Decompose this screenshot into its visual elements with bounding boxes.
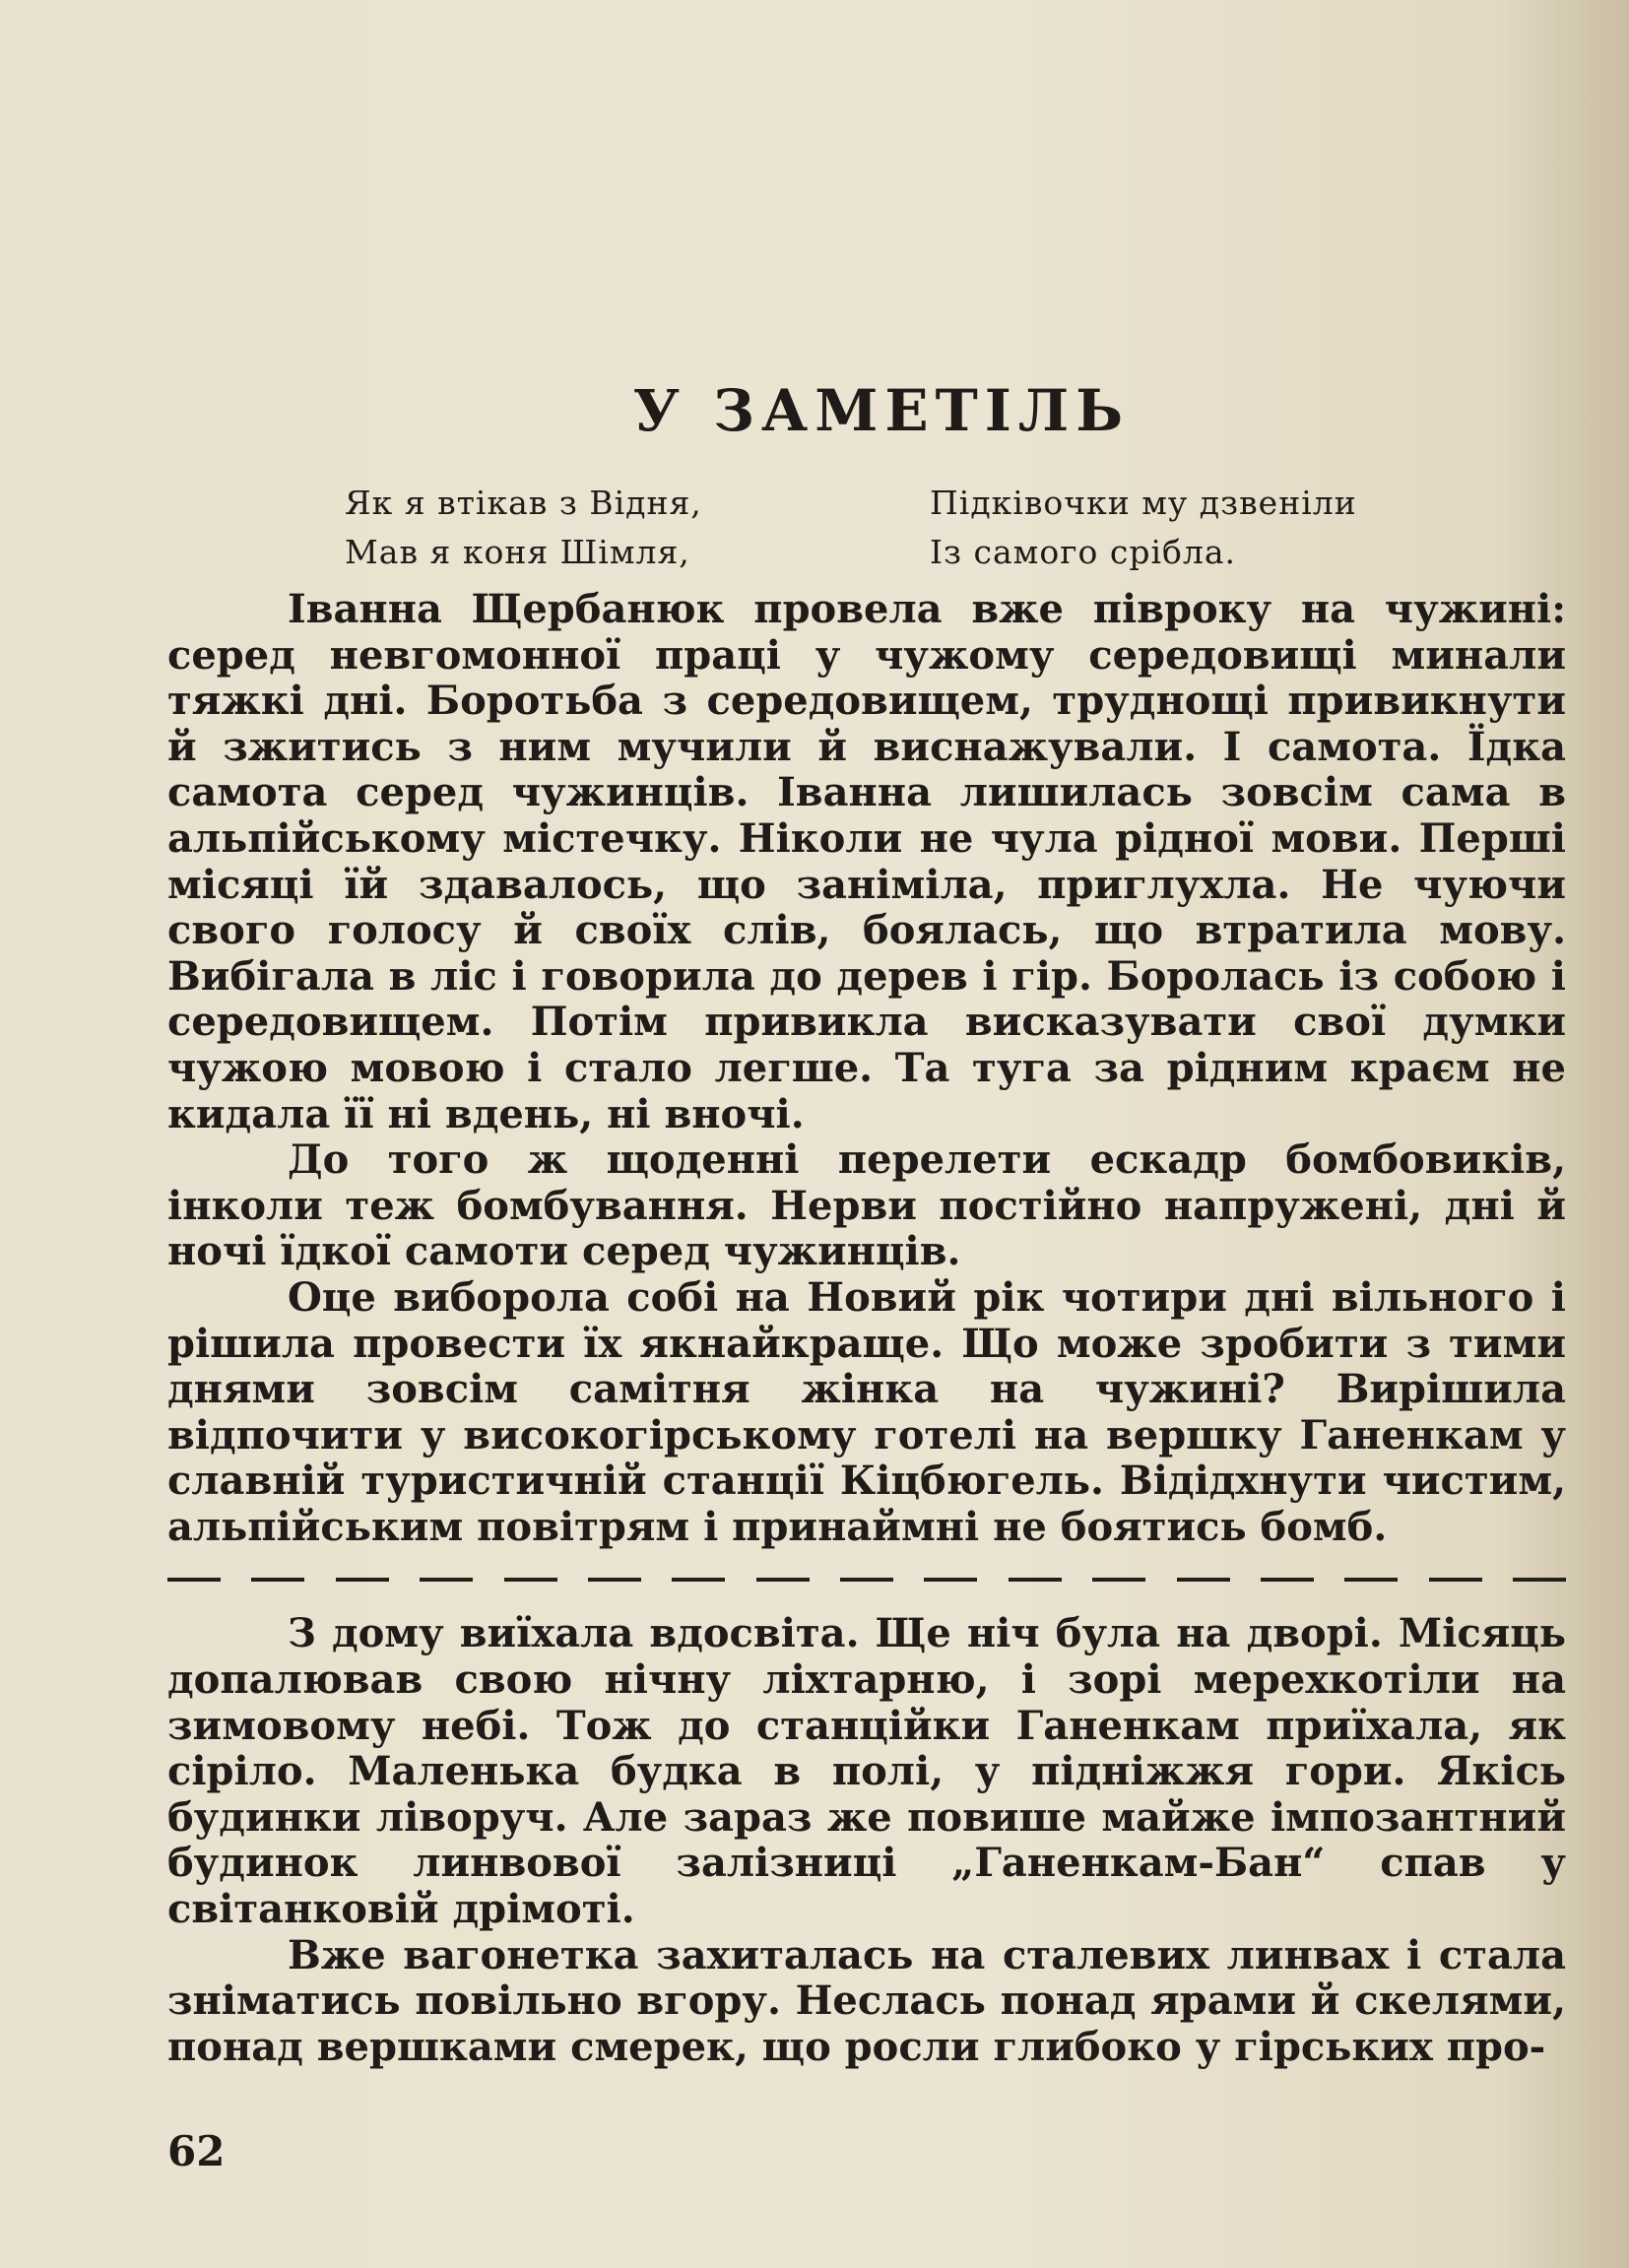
separator-dash <box>1513 1578 1566 1582</box>
separator-dash <box>1261 1578 1314 1582</box>
epigraph-left-column <box>345 479 896 577</box>
epigraph-line: Підківочки му дзвеніли <box>930 484 1357 522</box>
separator-dash <box>504 1578 557 1582</box>
paragraph: Іванна Щербанюк провела вже півроку на чужині: серед невгомонної праці у чужому середовищі минали тяжкі дні. Боротьба з середовищем, труднощі привикнути й зжитись з ним мучили й виснажували. І самота. Їдка самота серед чужинців. Іванна лишилась зовсім сама в альпійському містечку. Ніколи не чула рідної мови. Перші місяці їй здавалось, що заніміла, приглухла. Не чуючи свого голосу й своїх слів, боялась, що втратила мову. Вибігала в ліс і говорила до дерев і гір. Боролась із собою і середовищем. Потім привикла висказувати свої думки чужою мовою і стало легше. Та туга за рідним краєм не кидала її ні вдень, ні вночі. <box>167 586 1566 1137</box>
section-separator <box>167 1552 1566 1607</box>
epigraph-line: Як я втікав з Відня, <box>345 484 702 522</box>
separator-dash <box>336 1578 389 1582</box>
separator-dash <box>1092 1578 1145 1582</box>
paragraph: Вже вагонетка захиталась на сталевих линвах і стала зніматись повільно вгору. Неслась понад ярами й скелями, понад вершками смерек, що росли глибоко у гірських про- <box>167 1931 1566 2070</box>
epigraph <box>345 479 1428 577</box>
chapter-title: У ЗАМЕТІЛЬ <box>632 377 1131 444</box>
separator-dash <box>1429 1578 1482 1582</box>
separator-dash <box>167 1578 221 1582</box>
separator-dash <box>840 1578 893 1582</box>
separator-dash <box>1344 1578 1398 1582</box>
main-text <box>167 587 1566 2070</box>
epigraph-line: Мав я коня Шімля, <box>345 533 690 571</box>
separator-dash <box>756 1578 810 1582</box>
separator-dash <box>1177 1578 1230 1582</box>
paragraph: Оце вибoрола собі на Новий рік чотири дні вільного і рішила провести їх якнайкраще. Що може зробити з тими днями зовсім самітня жінка на чужині? Вирішила відпочити у високогірському готелі на вершку Ганенкам у славній туристичній станції Кіцбюгель. Відідхнути чистим, альпійським повітрям і принаймні не боятись бомб. <box>167 1273 1566 1550</box>
separator-dash <box>251 1578 304 1582</box>
separator-dash <box>672 1578 725 1582</box>
separator-dash <box>1009 1578 1062 1582</box>
separator-dash <box>924 1578 977 1582</box>
paragraph: З дому виїхала вдосвіта. Ще ніч була на дворі. Місяць допалював свою нічну ліхтарню, і зорі мерехкотіли на зимовому небі. Тож до станційки Ганенкам приїхала, як сіріло. Маленька будка в полі, у підніжжя гори. Якісь будинки ліворуч. Але зараз же повише майже імпозантний будинок линвової залізниці „Ганенкам-Бан“ спав у світанковій дрімоті. <box>167 1610 1566 1933</box>
separator-dash <box>420 1578 473 1582</box>
epigraph-right-column <box>930 479 1481 577</box>
separator-dash <box>588 1578 641 1582</box>
paragraph: До того ж щоденні перелети ескадр бомбовиків, інколи теж бомбування. Нерви постійно напружені, дні й ночі їдкої самоти серед чужинців. <box>167 1136 1566 1275</box>
epigraph-line: Із самого срібла. <box>930 533 1237 571</box>
page-number: 62 <box>167 2127 226 2175</box>
